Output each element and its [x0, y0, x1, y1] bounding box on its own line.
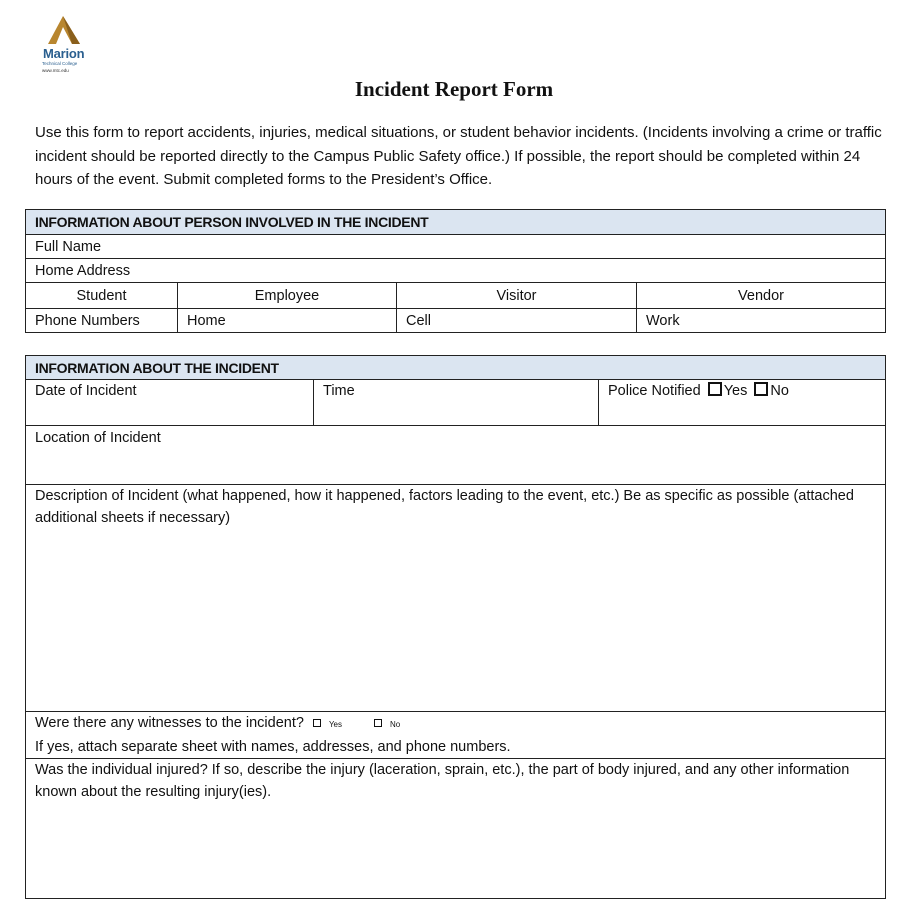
section-header-incident: INFORMATION ABOUT THE INCIDENT — [26, 356, 886, 380]
home-address-field[interactable]: Home Address — [26, 259, 886, 283]
witnesses-question: Were there any witnesses to the incident? — [35, 715, 304, 731]
role-vendor[interactable]: Vendor — [637, 283, 886, 309]
police-yes-checkbox[interactable] — [708, 382, 722, 396]
injury-field[interactable] — [26, 759, 886, 899]
logo-subtitle: Technical College — [42, 61, 78, 66]
full-name-field[interactable]: Full Name — [26, 235, 886, 259]
role-employee[interactable]: Employee — [178, 283, 397, 309]
incident-info-table — [25, 355, 886, 899]
witness-yes-checkbox[interactable] — [313, 719, 321, 727]
location-label: Location of Incident — [35, 430, 161, 446]
location-field[interactable] — [26, 426, 886, 485]
logo-url: www.mtc.edu — [42, 68, 69, 73]
section-header-person: INFORMATION ABOUT PERSON INVOLVED IN THE INCIDENT — [26, 210, 886, 235]
witnesses-field — [26, 712, 886, 759]
date-label: Date of Incident — [35, 383, 137, 399]
witnesses-note: If yes, attach separate sheet with names, addresses, and phone numbers. — [35, 739, 511, 755]
mountain-icon — [46, 14, 82, 44]
description-label: Description of Incident (what happened, how it happened, factors leading to the event, etc.) Be as specific as possible (attached additional sheets if necessary) — [35, 488, 854, 526]
person-info-table — [25, 209, 886, 333]
police-yes-label: Yes — [723, 383, 748, 399]
witness-no-label: No — [390, 720, 401, 729]
phone-work-field[interactable]: Work — [637, 309, 886, 333]
phone-cell-field[interactable]: Cell — [397, 309, 637, 333]
police-notified-field — [599, 380, 886, 426]
page-title: Incident Report Form — [354, 77, 554, 101]
injury-question: Was the individual injured? If so, describe the injury (laceration, sprain, etc.), the part of body injured, and any other information known about the resulting injury(ies). — [35, 762, 850, 800]
college-logo — [36, 14, 100, 78]
phone-numbers-label: Phone Numbers — [26, 309, 178, 333]
logo-name: Marion — [43, 46, 85, 61]
police-no-checkbox[interactable] — [754, 382, 768, 396]
description-field[interactable] — [26, 485, 886, 712]
time-label: Time — [323, 383, 355, 399]
role-visitor[interactable]: Visitor — [397, 283, 637, 309]
role-student[interactable]: Student — [26, 283, 178, 309]
intro-paragraph: Use this form to report accidents, injuries, medical situations, or student behavior incidents. (Incidents involving a crime or traffic incident should be reported directly to the Campus Public Safety office.) If possible, the report should be completed within 24 hours of the event. Submit completed forms to the President’s Office. — [35, 124, 882, 188]
witness-yes-label: Yes — [328, 720, 342, 729]
phone-home-field[interactable]: Home — [178, 309, 397, 333]
police-no-label: No — [770, 383, 789, 399]
time-field[interactable] — [314, 380, 599, 426]
police-notified-label: Police Notified — [608, 383, 701, 399]
date-of-incident-field[interactable] — [26, 380, 314, 426]
witness-no-checkbox[interactable] — [374, 719, 382, 727]
